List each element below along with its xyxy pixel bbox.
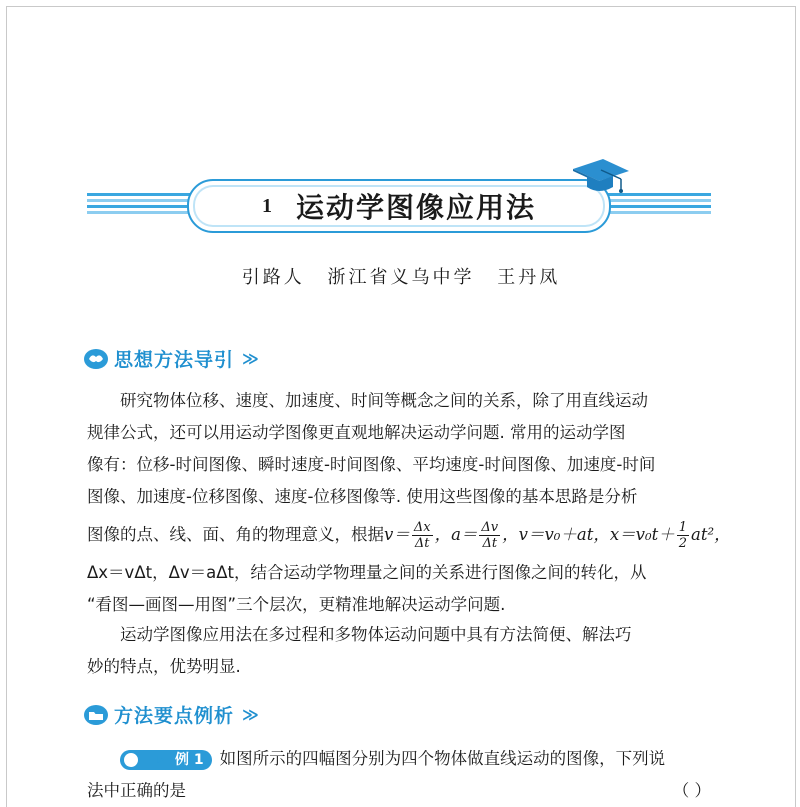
- example-label: 例 1: [175, 751, 204, 768]
- chapter-title: 运动学图像应用法: [295, 191, 536, 224]
- section-title: 思想方法导引: [114, 349, 235, 371]
- text-line: 运动学图像应用法在多过程和多物体运动问题中具有方法简便、解法巧: [120, 625, 632, 644]
- text-line: “看图—画图—用图”三个层次，更精准地解决运动学问题.: [87, 595, 506, 614]
- double-chevron-icon: ≫: [242, 349, 256, 368]
- section-title: 方法要点例析: [114, 705, 235, 727]
- example-badge: [120, 750, 212, 770]
- fraction-one-half: $\frac{1}{2}$: [678, 519, 688, 551]
- chapter-title-box: [187, 179, 611, 233]
- formula-v-eq: v＝: [384, 525, 410, 544]
- author-name: 王丹凤: [497, 267, 561, 288]
- text-line: 规律公式，还可以用运动学图像更直观地解决运动学问题. 常用的运动学图: [87, 423, 626, 442]
- section-heading-examples: [82, 701, 256, 728]
- intro-paragraph: [87, 385, 731, 621]
- fraction-dv-dt: $\frac{\Delta v}{\Delta t}$: [481, 519, 499, 551]
- document-page: [6, 6, 796, 807]
- brain-icon: [82, 347, 110, 371]
- author-line: [7, 263, 795, 289]
- title-banner: [79, 175, 719, 235]
- formula-line: [87, 513, 731, 557]
- text-line: Δx＝vΔt，Δv＝aΔt，结合运动学物理量之间的关系进行图像之间的转化，从: [87, 563, 647, 582]
- graduation-cap-icon: [569, 157, 631, 197]
- chapter-number: 1: [261, 194, 272, 217]
- formula-a-eq: ，a＝: [434, 525, 478, 544]
- fraction-dx-dt: $\frac{\Delta x}{\Delta t}$: [413, 519, 431, 551]
- section-heading-guide: [82, 345, 256, 372]
- author-role: 引路人: [241, 267, 305, 288]
- example-line: [87, 743, 727, 775]
- example-line: [87, 775, 727, 807]
- text-line: 妙的特点，优势明显.: [87, 657, 241, 676]
- banner-stripes-left: [87, 193, 199, 217]
- play-icon: ▶: [124, 753, 138, 767]
- formula-prefix: 图像的点、线、面、角的物理意义，根据: [87, 525, 384, 544]
- example-1: [87, 743, 727, 807]
- example-text: 如图所示的四幅图分别为四个物体做直线运动的图像，下列说: [219, 749, 666, 768]
- text-line: 图像、加速度-位移图像、速度-位移图像等. 使用这些图像的基本思路是分析: [87, 487, 638, 506]
- double-chevron-icon: ≫: [242, 705, 256, 724]
- author-school: 浙江省义乌中学: [327, 267, 475, 288]
- formula-tail: at²，: [691, 525, 731, 544]
- answer-blank: （ ）: [672, 781, 711, 800]
- advantage-paragraph: [87, 619, 727, 683]
- formula-v-x: ，v＝v₀＋at，x＝v₀t＋: [502, 525, 675, 544]
- text-line: 像有：位移-时间图像、瞬时速度-时间图像、平均速度-时间图像、加速度-时间: [87, 455, 656, 474]
- folder-icon: [82, 703, 110, 727]
- example-text: 法中正确的是: [87, 781, 186, 800]
- text-line: 研究物体位移、速度、加速度、时间等概念之间的关系，除了用直线运动: [120, 391, 648, 410]
